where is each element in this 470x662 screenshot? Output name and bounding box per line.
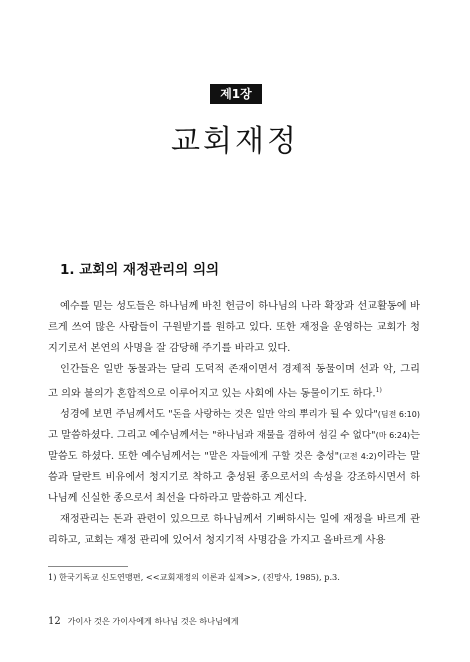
paragraph-3-text-d: 이라는 말씀과 달란트 비유에서 청지기로 착하고 충성된 종으로서의 속성을 강조하시면서 하나님께 신실한 종으로서 최선을 다하라고 말씀하고 계신다. bbox=[48, 451, 421, 505]
page-footer bbox=[48, 616, 239, 627]
paragraph-3-text-a: 성경에 보면 주님께서도 bbox=[60, 409, 169, 421]
chapter-badge: 제1장 bbox=[210, 84, 262, 104]
chapter-title: 교회재정 bbox=[171, 124, 299, 159]
scripture-ref-1: (딤전 6:10) bbox=[377, 410, 420, 420]
scripture-quote-1: "돈을 사랑하는 것은 일만 악의 뿌리가 될 수 있다" bbox=[168, 409, 378, 421]
paragraph-3 bbox=[48, 404, 420, 509]
paragraph-3-text-b: 고 말씀하셨다. 그리고 예수님께서는 bbox=[48, 430, 213, 442]
scripture-quote-3: "맡은 자들에게 구할 것은 충성" bbox=[204, 451, 340, 463]
scripture-ref-3: (고전 4:2) bbox=[339, 452, 377, 462]
paragraph-1: 예수를 믿는 성도들은 하나님께 바친 헌금이 하나님의 나라 확장과 선교활동에 바르게 쓰여 많은 사람들이 구원받기를 원하고 있다. 또한 재정을 운영하는 교회가 청지기로서 본연의 사명을 잘 감당해 주기를 바라고 있다. bbox=[48, 301, 420, 354]
section-heading: 1. 교회의 재정관리의 의의 bbox=[60, 262, 220, 278]
paragraph-3-text-c: 는 말씀도 하셨다. 또한 예수님께서는 bbox=[48, 430, 421, 463]
body-text bbox=[48, 296, 420, 551]
footnote-marker: 1) bbox=[375, 387, 382, 394]
scripture-ref-2: (마 6:24) bbox=[375, 431, 411, 441]
paragraph-4: 재정관리는 돈과 관련이 있으므로 하나님께서 기뻐하시는 일에 재정을 바르게 관리하고, 교회는 재정 관리에 있어서 청지기적 사명감을 가지고 올바르게 사용 bbox=[48, 514, 420, 547]
paragraph-2 bbox=[48, 359, 420, 404]
footnote-divider bbox=[48, 566, 128, 567]
footnote: 1) 한국기독교 신도연맹편, <<교회재정의 이론과 실제>>, (진망사, 1985), p.3. bbox=[48, 572, 340, 582]
scripture-quote-2: "하나님과 재물을 겸하여 섬길 수 없다" bbox=[212, 430, 376, 442]
page-number: 12 bbox=[48, 616, 61, 627]
running-title: 가이사 것은 가이사에게 하나님 것은 하나님에게 bbox=[67, 616, 239, 626]
paragraph-2-text: 인간들은 일반 동물과는 달리 도덕적 존재이면서 경제적 동물이며 선과 악, 그리고 의와 불의가 혼합적으로 이루어지고 있는 사회에 사는 동물이기도 하다. bbox=[48, 364, 420, 400]
